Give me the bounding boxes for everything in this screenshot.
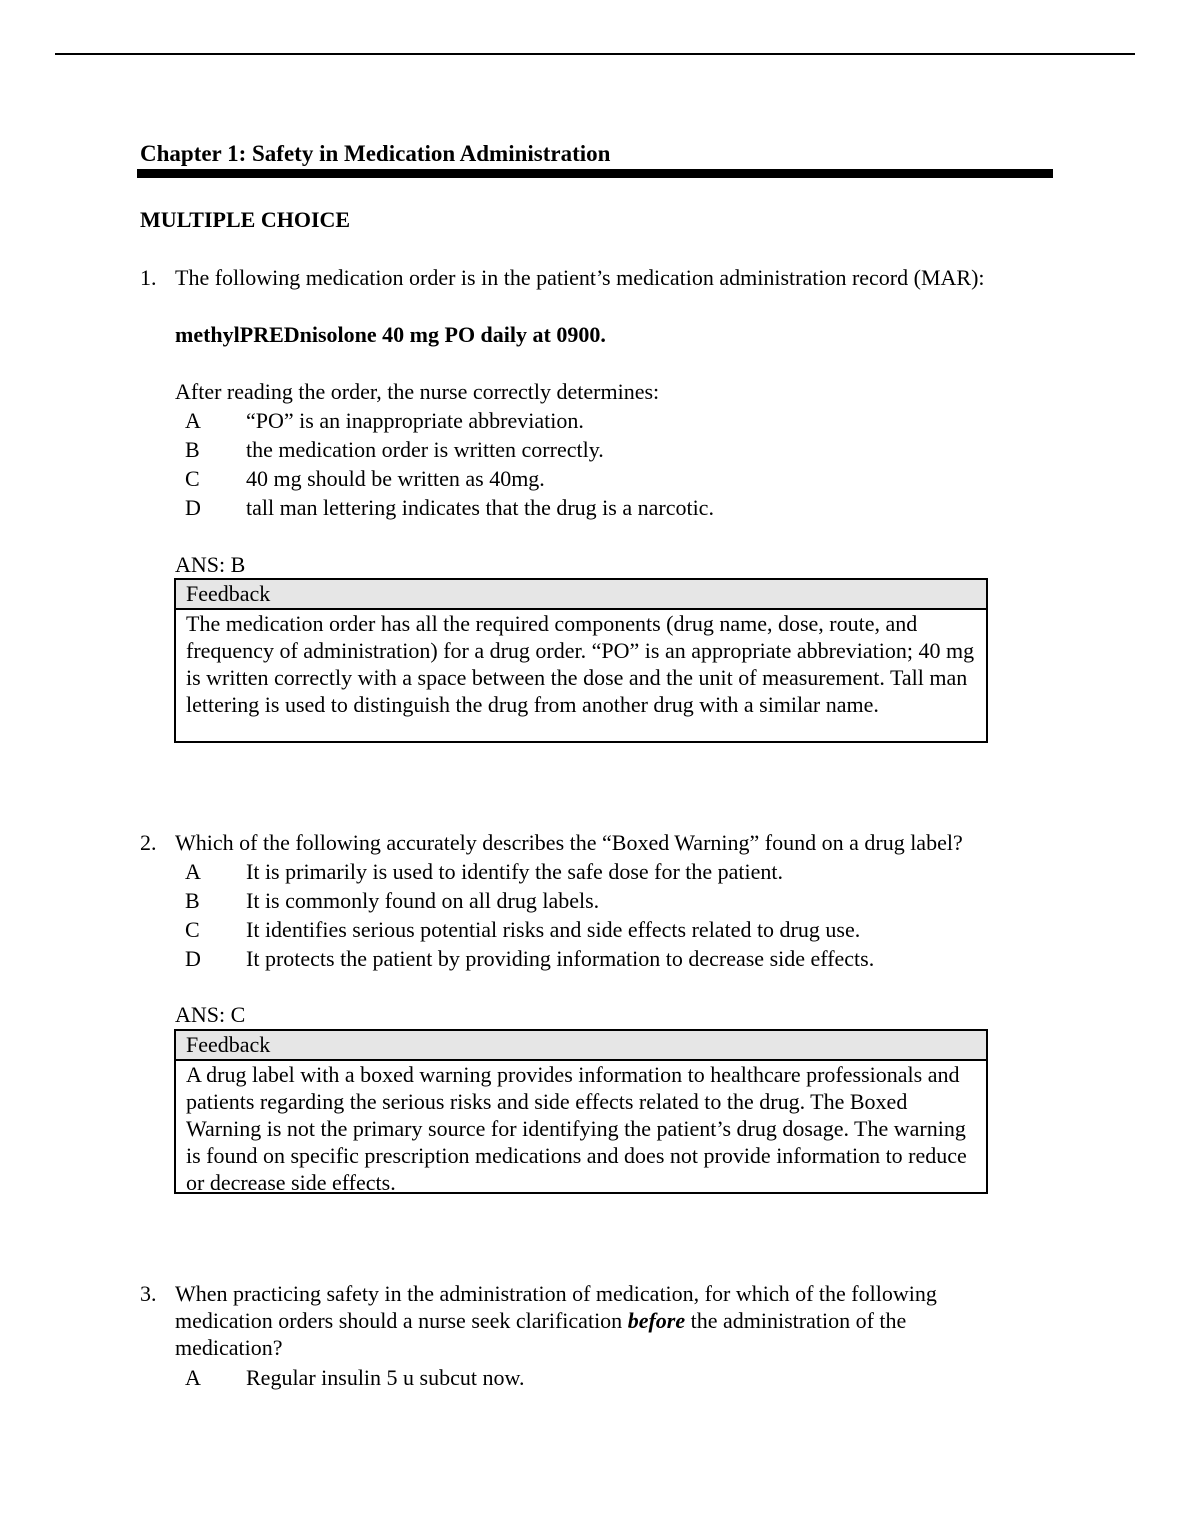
- option-letter: B: [185, 888, 200, 913]
- question-text: The following medication order is in the patient’s medication administration record (MAR):: [175, 265, 985, 290]
- option-text: It protects the patient by providing information to decrease side effects.: [246, 946, 875, 971]
- feedback-text: A drug label with a boxed warning provides information to healthcare professionals and patients regarding the serious risks and side effects related to the drug. The Boxed Warning is not the primary source for identifying the patient’s drug dosage. The warning is found on specific prescription medications and does not provide information to reduce or decrease side effects.: [186, 1062, 967, 1195]
- question-number: 3.: [140, 1281, 157, 1306]
- question-text-part: the administration of the medication?: [175, 1308, 907, 1360]
- option-letter: D: [185, 495, 201, 520]
- medication-order: methylPREDnisolone 40 mg PO daily at 0900.: [175, 322, 606, 347]
- question-text-emphasis: before: [627, 1308, 686, 1333]
- option-letter: A: [185, 408, 201, 433]
- feedback-header: Feedback: [176, 580, 986, 610]
- option-text: “PO” is an inappropriate abbreviation.: [246, 408, 584, 433]
- question-text: [175, 1280, 995, 1361]
- option-letter: B: [185, 437, 200, 462]
- chapter-title: Chapter 1: Safety in Medication Administration: [140, 141, 611, 166]
- option-letter: A: [185, 1365, 201, 1390]
- option-text: It is primarily is used to identify the safe dose for the patient.: [246, 859, 784, 884]
- answer-key: ANS: B: [175, 552, 246, 577]
- option-text: It is commonly found on all drug labels.: [246, 888, 600, 913]
- option-letter: A: [185, 859, 201, 884]
- option-text: tall man lettering indicates that the drug is a narcotic.: [246, 495, 714, 520]
- option-text: It identifies serious potential risks and side effects related to drug use.: [246, 917, 861, 942]
- section-heading: MULTIPLE CHOICE: [140, 207, 351, 232]
- option-text: Regular insulin 5 u subcut now.: [246, 1365, 525, 1390]
- question-text: Which of the following accurately describes the “Boxed Warning” found on a drug label?: [175, 830, 963, 855]
- chapter-title-underline: [137, 169, 1053, 178]
- question-number: 2.: [140, 830, 157, 855]
- question-text-part: When practicing safety in the administration of medication, for which of the following medication orders should a nurse seek clarification: [175, 1281, 937, 1333]
- page-top-rule: [55, 53, 1135, 55]
- feedback-box: [174, 1029, 988, 1194]
- feedback-header: Feedback: [176, 1031, 986, 1061]
- feedback-text: The medication order has all the required components (drug name, dose, route, and frequency of administration) for a drug order. “PO” is an appropriate abbreviation; 40 mg is written correctly with a space between the dose and the unit of measurement. Tall man lettering is used to distinguish the drug from another drug with a similar name.: [186, 611, 975, 717]
- question-lead: After reading the order, the nurse correctly determines:: [175, 379, 660, 404]
- feedback-box: [174, 578, 988, 743]
- question-number: 1.: [140, 265, 157, 290]
- option-text: 40 mg should be written as 40mg.: [246, 466, 545, 491]
- option-text: the medication order is written correctly.: [246, 437, 604, 462]
- option-letter: C: [185, 466, 200, 491]
- option-letter: C: [185, 917, 200, 942]
- option-letter: D: [185, 946, 201, 971]
- answer-key: ANS: C: [175, 1002, 246, 1027]
